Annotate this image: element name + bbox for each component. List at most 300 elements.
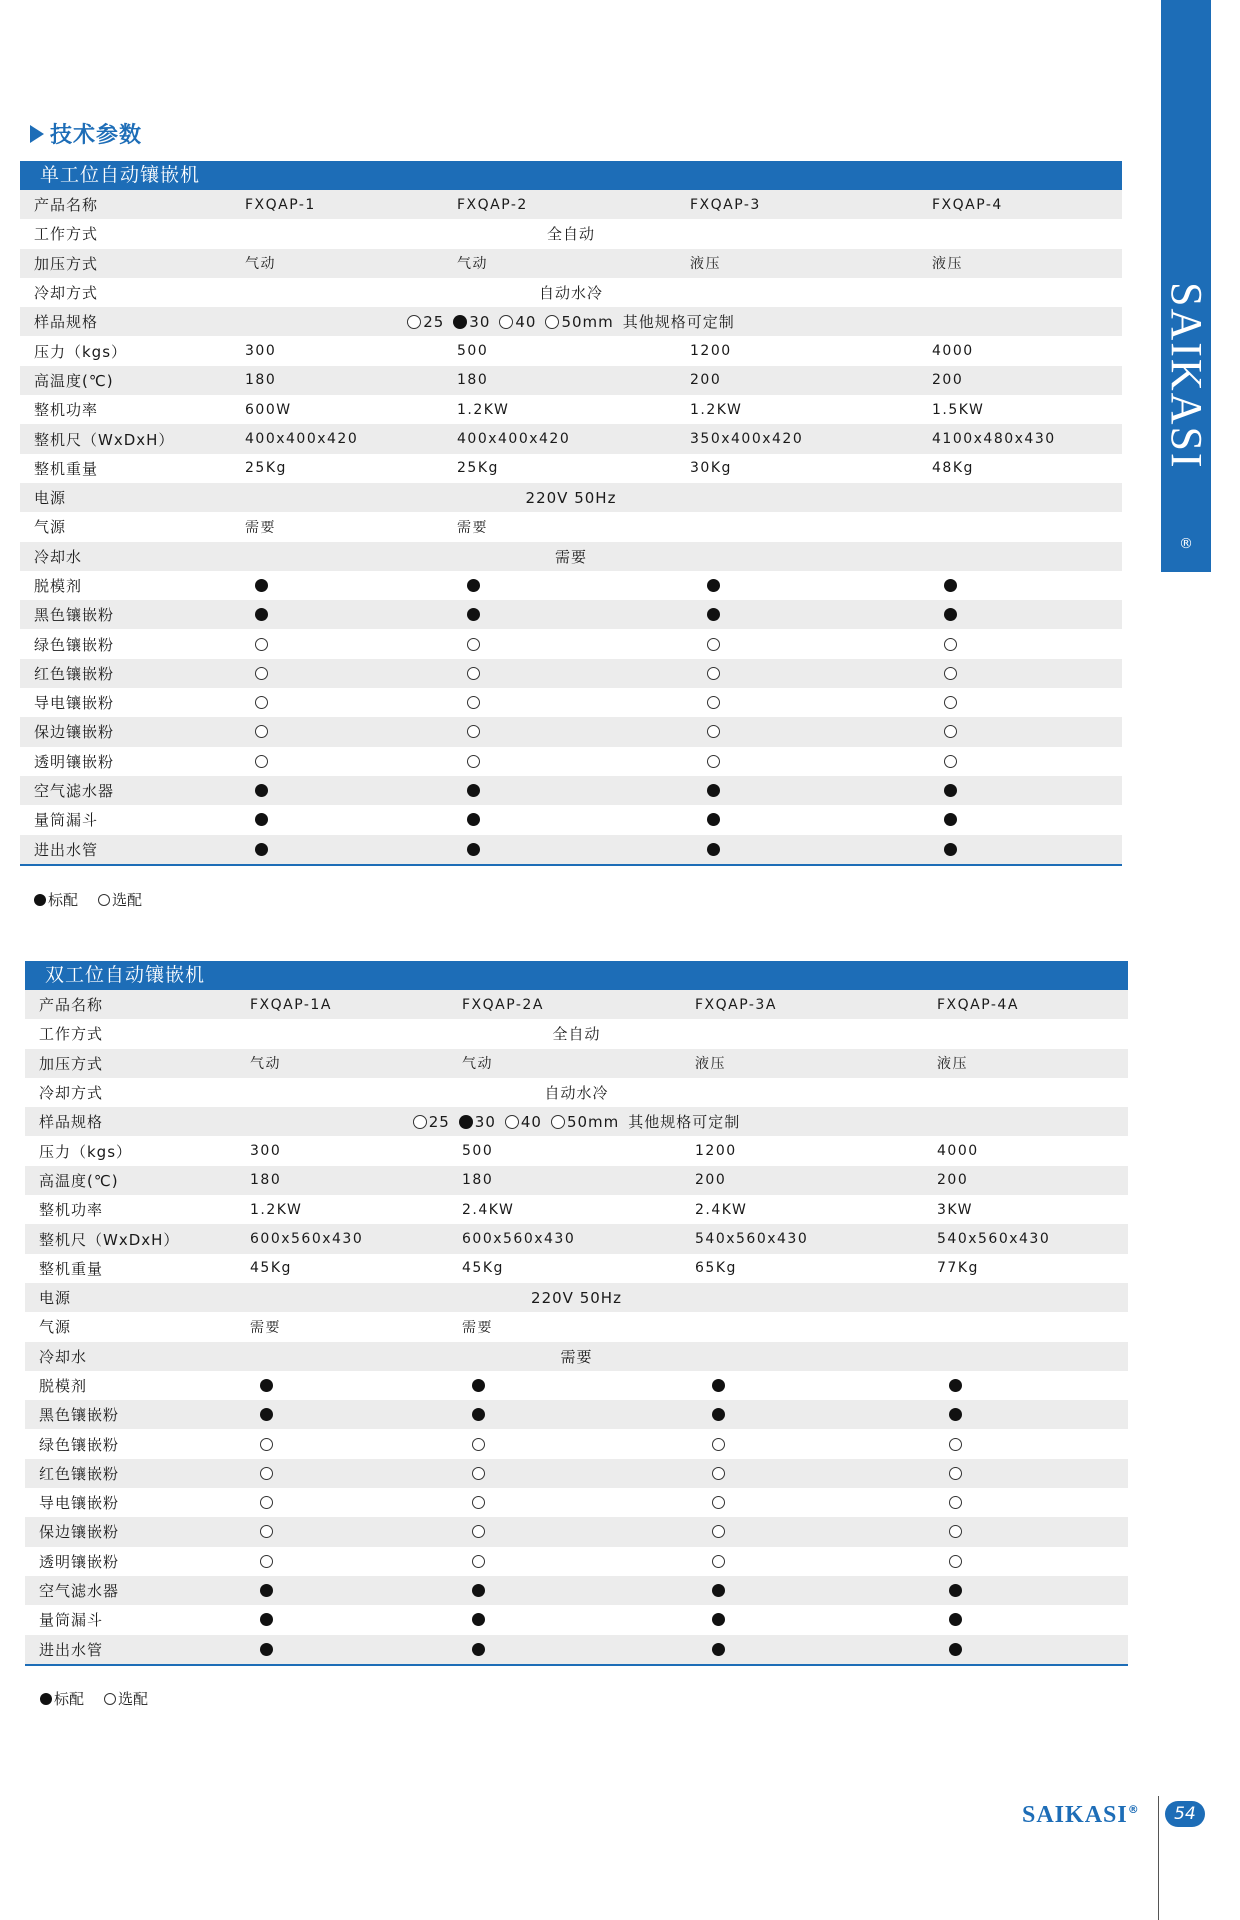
empty-circle-icon [712, 1555, 725, 1568]
row-label: 样品规格 [39, 1113, 104, 1132]
row-label: 冷却方式 [34, 284, 99, 303]
empty-circle-icon [505, 1115, 519, 1129]
filled-dot-icon [40, 1693, 52, 1705]
filled-dot-icon [712, 1379, 725, 1392]
cell-mark [712, 1488, 725, 1517]
row-label: 高温度(℃) [39, 1171, 119, 1190]
empty-circle-icon [260, 1496, 273, 1509]
cell-value: 30Kg [690, 460, 732, 477]
filled-dot-icon [467, 843, 480, 856]
cell-value: FXQAP-3A [695, 996, 777, 1013]
row-label: 量筒漏斗 [34, 811, 99, 830]
cell-value: 液压 [932, 256, 963, 273]
table-row [20, 249, 1122, 278]
row-span-value: 自动水冷 [538, 284, 603, 303]
row-span-value: 自动水冷 [544, 1084, 609, 1103]
filled-dot-icon [467, 784, 480, 797]
cell-value: 300 [245, 343, 277, 360]
size-note: 其他规格可定制 [628, 1113, 741, 1132]
row-span-value: 需要 [554, 547, 587, 566]
row-span-value: 220V 50Hz [531, 1288, 622, 1307]
filled-dot-icon [255, 813, 268, 826]
row-label: 黑色镶嵌粉 [34, 606, 115, 625]
filled-dot-icon [467, 813, 480, 826]
cell-mark [712, 1400, 725, 1429]
table-row [25, 1283, 1128, 1312]
cell-mark [467, 805, 480, 834]
size-option-label: 30 [469, 312, 491, 331]
cell-mark [260, 1576, 273, 1605]
row-label: 脱模剂 [39, 1377, 88, 1395]
table-row [20, 659, 1122, 688]
empty-circle-icon [255, 755, 268, 768]
cell-mark [260, 1488, 273, 1517]
empty-circle-icon [949, 1496, 962, 1509]
legend-optional [104, 1688, 148, 1709]
empty-circle-icon [260, 1438, 273, 1451]
table-row [25, 1488, 1128, 1517]
cell-value: 350x400x420 [690, 431, 804, 448]
row-label: 样品规格 [34, 313, 99, 332]
filled-dot-icon [707, 608, 720, 621]
cell-value: 180 [245, 372, 277, 389]
empty-circle-icon [707, 725, 720, 738]
table-row [20, 366, 1122, 395]
row-label: 导电镶嵌粉 [34, 694, 115, 713]
cell-mark [472, 1459, 485, 1488]
cell-value: 600x560x430 [462, 1231, 576, 1248]
empty-circle-icon [499, 315, 513, 329]
table-row [20, 747, 1122, 776]
filled-dot-icon [707, 813, 720, 826]
legend [34, 889, 142, 910]
size-option-label: 50mm [566, 1112, 620, 1131]
spec-table [25, 990, 1128, 1664]
row-label: 导电镶嵌粉 [39, 1494, 120, 1513]
cell-mark [467, 688, 480, 717]
table-row [25, 1517, 1128, 1546]
row-label: 加压方式 [34, 254, 99, 273]
row-label: 冷却方式 [39, 1084, 104, 1103]
cell-value: FXQAP-2 [457, 196, 528, 213]
size-option [413, 1113, 450, 1131]
spec-block-dual-station [25, 961, 1128, 1666]
cell-mark [944, 571, 957, 600]
cell-value: 2.4KW [462, 1201, 515, 1218]
cell-mark [467, 776, 480, 805]
empty-circle-icon [944, 725, 957, 738]
cell-mark [255, 805, 268, 834]
cell-mark [944, 600, 957, 629]
cell-mark [949, 1576, 962, 1605]
footer-brand [1022, 1802, 1140, 1829]
cell-mark [944, 629, 957, 658]
legend-standard-label: 标配 [48, 891, 79, 909]
cell-mark [712, 1605, 725, 1634]
row-label: 加压方式 [39, 1054, 104, 1073]
table-row [20, 336, 1122, 365]
empty-circle-icon [949, 1525, 962, 1538]
row-label: 保边镶嵌粉 [34, 723, 115, 742]
empty-circle-icon [472, 1496, 485, 1509]
row-span-value: 需要 [560, 1347, 593, 1366]
cell-value: 1.5KW [932, 401, 985, 418]
table-row [25, 1136, 1128, 1165]
section-title [30, 118, 142, 149]
table-row [20, 542, 1122, 571]
filled-dot-icon [949, 1408, 962, 1421]
table-row [20, 805, 1122, 834]
empty-circle-icon [104, 1693, 116, 1705]
cell-value: 1.2KW [690, 401, 743, 418]
cell-mark [944, 776, 957, 805]
row-label: 气源 [39, 1318, 72, 1337]
size-option-label: 40 [520, 1112, 542, 1131]
cell-mark [255, 747, 268, 776]
empty-circle-icon [551, 1115, 565, 1129]
row-label: 整机功率 [34, 401, 99, 420]
table-row [20, 483, 1122, 512]
row-label: 高温度(℃) [34, 371, 114, 390]
row-label: 红色镶嵌粉 [39, 1464, 120, 1483]
filled-dot-icon [255, 608, 268, 621]
filled-dot-icon [944, 784, 957, 797]
row-label: 红色镶嵌粉 [34, 664, 115, 683]
empty-circle-icon [467, 667, 480, 680]
cell-value: 200 [937, 1172, 969, 1189]
filled-dot-icon [707, 579, 720, 592]
filled-dot-icon [712, 1408, 725, 1421]
cell-mark [255, 629, 268, 658]
filled-dot-icon [712, 1643, 725, 1656]
row-label: 空气滤水器 [34, 782, 115, 801]
table-row [20, 629, 1122, 658]
table-row [25, 1459, 1128, 1488]
cell-value: 1200 [690, 343, 732, 360]
empty-circle-icon [707, 638, 720, 651]
cell-mark [255, 571, 268, 600]
sample-size-options [25, 1107, 1128, 1136]
empty-circle-icon [944, 696, 957, 709]
spec-table [20, 190, 1122, 864]
legend [40, 1688, 148, 1709]
cell-mark [707, 717, 720, 746]
cell-value: 600x560x430 [250, 1231, 364, 1248]
cell-mark [472, 1429, 485, 1458]
cell-mark [707, 688, 720, 717]
table-row [25, 1635, 1128, 1664]
table-row [25, 990, 1128, 1019]
cell-value: 4000 [937, 1143, 979, 1160]
table-title: 双工位自动镶嵌机 [25, 961, 1128, 990]
cell-mark [707, 835, 720, 864]
filled-dot-icon [260, 1613, 273, 1626]
row-span-value: 220V 50Hz [525, 488, 617, 507]
table-row [20, 424, 1122, 453]
row-label: 进出水管 [34, 840, 99, 859]
filled-dot-icon [260, 1408, 273, 1421]
cell-value: 600W [245, 401, 292, 418]
row-label: 产品名称 [34, 196, 99, 215]
cell-mark [472, 1400, 485, 1429]
table-row [25, 1195, 1128, 1224]
cell-mark [472, 1605, 485, 1634]
cell-value: 需要 [245, 519, 276, 536]
size-option [551, 1113, 619, 1131]
empty-circle-icon [712, 1525, 725, 1538]
empty-circle-icon [472, 1555, 485, 1568]
cell-mark [707, 659, 720, 688]
empty-circle-icon [707, 667, 720, 680]
table-title: 单工位自动镶嵌机 [20, 161, 1122, 190]
row-label: 保边镶嵌粉 [39, 1523, 120, 1542]
empty-circle-icon [707, 755, 720, 768]
cell-mark [260, 1547, 273, 1576]
cell-value: FXQAP-4 [932, 196, 1003, 213]
triangle-bullet-icon [30, 125, 44, 143]
empty-circle-icon [712, 1438, 725, 1451]
empty-circle-icon [467, 725, 480, 738]
row-label: 产品名称 [39, 996, 104, 1015]
row-label: 气源 [34, 518, 67, 537]
cell-mark [949, 1547, 962, 1576]
cell-value: 45Kg [462, 1260, 504, 1277]
empty-circle-icon [712, 1467, 725, 1480]
cell-value: 180 [462, 1172, 494, 1189]
size-option-label: 25 [428, 1112, 450, 1131]
cell-mark [712, 1576, 725, 1605]
filled-dot-icon [260, 1379, 273, 1392]
empty-circle-icon [949, 1467, 962, 1480]
cell-value: 液压 [937, 1056, 968, 1073]
row-label: 冷却水 [34, 547, 83, 566]
empty-circle-icon [467, 755, 480, 768]
cell-value: 25Kg [245, 460, 287, 477]
cell-mark [467, 571, 480, 600]
filled-dot-icon [712, 1613, 725, 1626]
cell-mark [260, 1459, 273, 1488]
cell-mark [949, 1635, 962, 1664]
table-row [25, 1429, 1128, 1458]
cell-value: 25Kg [457, 460, 499, 477]
cell-value: 77Kg [937, 1260, 979, 1277]
cell-mark [472, 1488, 485, 1517]
cell-value: 液压 [690, 256, 721, 273]
row-label: 量筒漏斗 [39, 1611, 104, 1630]
cell-mark [949, 1488, 962, 1517]
table-row [25, 1166, 1128, 1195]
table-row [25, 1547, 1128, 1576]
row-label: 整机尺（WxDxH） [34, 430, 175, 449]
table-row [20, 278, 1122, 307]
cell-mark [707, 747, 720, 776]
cell-mark [707, 600, 720, 629]
cell-mark [712, 1517, 725, 1546]
cell-value: 4000 [932, 343, 974, 360]
row-label: 脱模剂 [34, 577, 83, 595]
cell-mark [712, 1547, 725, 1576]
empty-circle-icon [472, 1525, 485, 1538]
empty-circle-icon [707, 696, 720, 709]
table-row [25, 1254, 1128, 1283]
size-option-label: 25 [423, 312, 445, 331]
table-row [20, 395, 1122, 424]
table-row [20, 219, 1122, 248]
cell-mark [949, 1459, 962, 1488]
row-label: 电源 [34, 489, 67, 508]
cell-mark [944, 688, 957, 717]
row-label: 工作方式 [34, 225, 99, 244]
filled-dot-icon [712, 1584, 725, 1597]
cell-mark [472, 1517, 485, 1546]
cell-value: 需要 [457, 519, 488, 536]
empty-circle-icon [712, 1496, 725, 1509]
cell-mark [707, 571, 720, 600]
legend-standard-label: 标配 [54, 1690, 85, 1708]
empty-circle-icon [260, 1555, 273, 1568]
cell-value: 气动 [462, 1056, 493, 1073]
filled-dot-icon [707, 843, 720, 856]
filled-dot-icon [944, 843, 957, 856]
size-option-label: 40 [515, 312, 537, 331]
cell-value: 气动 [457, 256, 488, 273]
filled-dot-icon [453, 315, 467, 329]
row-label: 压力（kgs） [34, 342, 128, 361]
cell-mark [255, 600, 268, 629]
filled-dot-icon [260, 1643, 273, 1656]
cell-mark [712, 1459, 725, 1488]
filled-dot-icon [707, 784, 720, 797]
cell-mark [260, 1371, 273, 1400]
cell-mark [260, 1400, 273, 1429]
cell-mark [467, 629, 480, 658]
cell-mark [260, 1517, 273, 1546]
filled-dot-icon [472, 1643, 485, 1656]
cell-mark [944, 747, 957, 776]
table-row [25, 1576, 1128, 1605]
cell-mark [467, 747, 480, 776]
spec-block-single-station [20, 161, 1122, 866]
cell-mark [260, 1635, 273, 1664]
empty-circle-icon [260, 1467, 273, 1480]
cell-value: 气动 [250, 1056, 281, 1073]
empty-circle-icon [949, 1555, 962, 1568]
cell-value: 400x400x420 [245, 431, 359, 448]
table-row [25, 1224, 1128, 1253]
cell-mark [472, 1635, 485, 1664]
empty-circle-icon [260, 1525, 273, 1538]
filled-dot-icon [472, 1408, 485, 1421]
row-span-value: 全自动 [552, 1025, 601, 1044]
cell-value: 180 [250, 1172, 282, 1189]
cell-value: FXQAP-1 [245, 196, 316, 213]
cell-value: 540x560x430 [937, 1231, 1051, 1248]
size-option [407, 313, 444, 331]
filled-dot-icon [459, 1115, 473, 1129]
cell-mark [467, 659, 480, 688]
filled-dot-icon [949, 1613, 962, 1626]
cell-value: 需要 [462, 1319, 493, 1336]
filled-dot-icon [949, 1584, 962, 1597]
cell-value: 液压 [695, 1056, 726, 1073]
row-label: 整机功率 [39, 1201, 104, 1220]
empty-circle-icon [467, 638, 480, 651]
empty-circle-icon [944, 638, 957, 651]
table-row [25, 1078, 1128, 1107]
legend-standard [34, 889, 78, 910]
filled-dot-icon [944, 813, 957, 826]
row-label: 进出水管 [39, 1640, 104, 1659]
cell-value: 200 [932, 372, 964, 389]
cell-mark [949, 1400, 962, 1429]
cell-mark [712, 1371, 725, 1400]
size-note: 其他规格可定制 [622, 313, 735, 332]
cell-value: 48Kg [932, 460, 974, 477]
cell-mark [949, 1517, 962, 1546]
table-row [20, 571, 1122, 600]
table-row [20, 835, 1122, 864]
empty-circle-icon [98, 894, 110, 906]
cell-mark [707, 629, 720, 658]
filled-dot-icon [944, 579, 957, 592]
legend-standard [40, 1688, 84, 1709]
legend-optional-label: 选配 [118, 1690, 149, 1708]
empty-circle-icon [545, 315, 559, 329]
table-bottom-rule [25, 1664, 1128, 1666]
footer-divider [1158, 1796, 1159, 1920]
table-row [20, 600, 1122, 629]
cell-mark [467, 835, 480, 864]
cell-mark [472, 1547, 485, 1576]
cell-mark [467, 600, 480, 629]
cell-mark [255, 659, 268, 688]
table-row [20, 688, 1122, 717]
table-row [25, 1049, 1128, 1078]
size-option [459, 1113, 496, 1131]
cell-value: 1200 [695, 1143, 737, 1160]
cell-mark [944, 659, 957, 688]
filled-dot-icon [949, 1379, 962, 1392]
cell-mark [949, 1371, 962, 1400]
side-brand-name: SAIKASI [1162, 282, 1211, 470]
empty-circle-icon [255, 725, 268, 738]
filled-dot-icon [34, 894, 46, 906]
row-label: 透明镶嵌粉 [39, 1552, 120, 1571]
page-number-badge: 54 [1165, 1801, 1205, 1827]
filled-dot-icon [467, 579, 480, 592]
empty-circle-icon [944, 667, 957, 680]
size-option-label: 30 [474, 1112, 496, 1131]
cell-value: 500 [462, 1143, 494, 1160]
cell-mark [255, 688, 268, 717]
cell-mark [949, 1605, 962, 1634]
cell-value: 4100x480x430 [932, 431, 1056, 448]
filled-dot-icon [255, 579, 268, 592]
cell-value: 需要 [250, 1319, 281, 1336]
cell-mark [472, 1576, 485, 1605]
row-label: 电源 [39, 1289, 72, 1308]
row-label: 压力（kgs） [39, 1142, 133, 1161]
filled-dot-icon [255, 843, 268, 856]
cell-value: FXQAP-2A [462, 996, 544, 1013]
cell-value: 200 [690, 372, 722, 389]
filled-dot-icon [944, 608, 957, 621]
row-label: 绿色镶嵌粉 [39, 1435, 120, 1454]
cell-mark [255, 835, 268, 864]
cell-mark [944, 835, 957, 864]
cell-mark [712, 1429, 725, 1458]
cell-mark [944, 717, 957, 746]
